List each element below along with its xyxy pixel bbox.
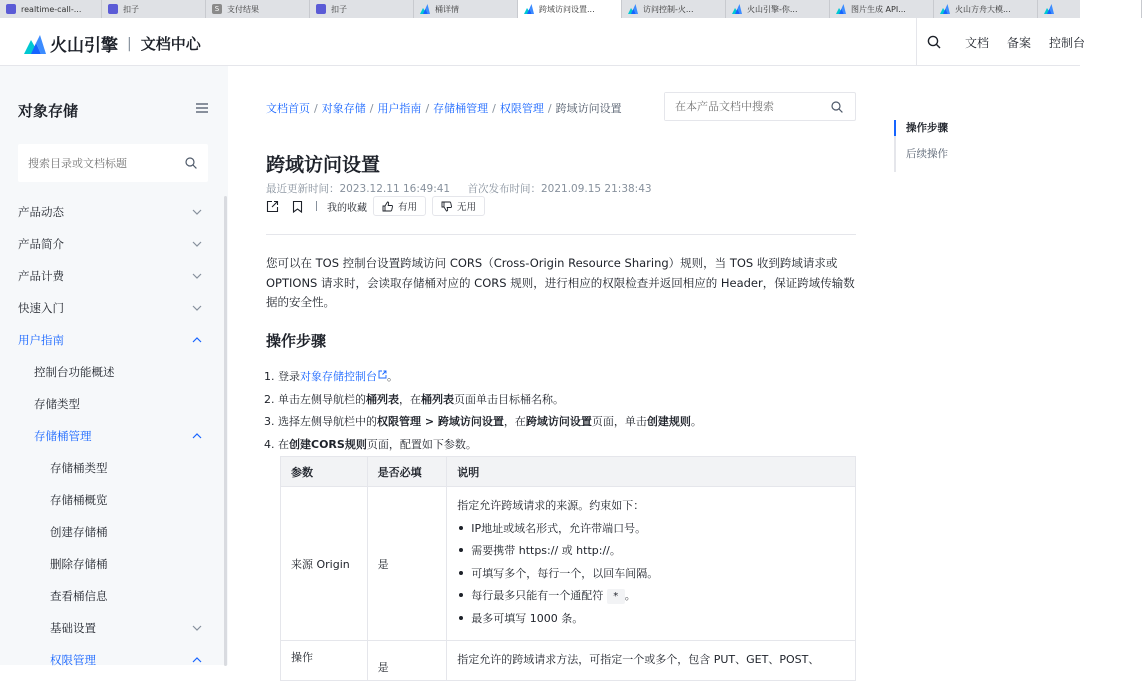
sidebar-item-label: 删除存储桶	[50, 557, 108, 571]
step-text: 页面单击目标桶名称。	[454, 392, 564, 406]
chevron-up-icon[interactable]	[192, 336, 202, 344]
steps-heading: 操作步骤	[266, 332, 327, 350]
bullet-text: IP地址或域名形式，允许带端口号。	[471, 521, 647, 535]
bullet-dot	[459, 548, 463, 552]
top-header	[0, 18, 1086, 66]
browser-tab[interactable]	[206, 0, 310, 18]
browser-tab[interactable]	[622, 0, 726, 18]
tab-label: 跨域访问设置...	[539, 4, 595, 14]
useless-button[interactable]	[432, 196, 485, 216]
doc-search	[664, 92, 856, 121]
sidebar-item[interactable]	[0, 420, 228, 452]
title-divider	[266, 234, 856, 235]
sidebar-item[interactable]	[0, 356, 228, 388]
param-cell: 来源 Origin	[281, 487, 368, 641]
breadcrumb-link[interactable]: 权限管理	[499, 102, 544, 115]
page-title: 跨域访问设置	[266, 154, 381, 176]
step-item	[264, 434, 864, 457]
bullet-dot	[459, 526, 463, 530]
breadcrumb	[266, 100, 622, 116]
step-number: 1.	[264, 370, 275, 383]
bullet-text: 。	[624, 589, 636, 603]
step-text: 页面，单击	[591, 415, 647, 428]
browser-tab[interactable]	[310, 0, 414, 18]
sidebar-item[interactable]	[0, 580, 228, 612]
useless-label: 无用	[457, 202, 477, 213]
volcano-icon	[732, 4, 742, 14]
bullet-text: 可填写多个，每行一个，以回车间隔。	[471, 566, 659, 580]
brand-divider: |	[127, 35, 132, 52]
breadcrumb-link[interactable]: 用户指南	[377, 102, 422, 115]
sidebar-item-label: 产品简介	[18, 237, 64, 251]
col-header-desc: 说明	[447, 457, 856, 487]
search-icon[interactable]	[927, 35, 941, 49]
step-text: ，在	[503, 415, 526, 428]
logo[interactable]	[24, 31, 201, 56]
volcano-icon	[1044, 4, 1054, 14]
volcano-icon	[940, 4, 950, 14]
sidebar-item[interactable]	[0, 196, 228, 228]
sidebar-item-label: 存储桶概览	[50, 493, 108, 507]
toc-item-next[interactable]: 后续操作	[906, 148, 948, 160]
useful-button[interactable]	[373, 196, 426, 216]
article-meta	[266, 181, 652, 196]
breadcrumb-separator: /	[547, 102, 552, 115]
sidebar-item-label: 创建存储桶	[50, 525, 108, 539]
desc-bullet	[457, 518, 855, 541]
thumbs-up-icon	[382, 201, 393, 212]
table-header-row	[281, 457, 856, 487]
breadcrumb-separator: /	[425, 102, 430, 115]
sidebar-item-label: 产品计费	[18, 269, 64, 283]
search-icon[interactable]	[185, 157, 197, 169]
external-link-icon	[378, 370, 387, 379]
sidebar-item[interactable]	[0, 324, 228, 356]
chevron-down-icon[interactable]	[192, 208, 202, 216]
step-number: 3.	[264, 415, 275, 428]
sidebar-item-label: 用户指南	[18, 333, 64, 347]
browser-tab[interactable]	[830, 0, 934, 18]
tab-label: 访问控制-火...	[643, 4, 694, 14]
doc-center-title: 文档中心	[140, 35, 201, 53]
step-number: 4.	[264, 437, 275, 451]
article-actions	[266, 196, 491, 216]
sidebar-item[interactable]	[0, 516, 228, 548]
sidebar-item-label: 存储桶类型	[50, 461, 108, 475]
sidebar-search	[18, 144, 208, 182]
sidebar-item-label: 权限管理	[50, 653, 96, 667]
sidebar	[0, 66, 228, 665]
sidebar-item-label: 存储类型	[34, 397, 80, 411]
breadcrumb-current: 跨域访问设置	[555, 102, 622, 115]
wildcard-code: *	[607, 589, 625, 604]
tab-app-icon	[6, 4, 16, 14]
brand-name: 火山引擎	[50, 36, 118, 56]
tab-label: 扣子	[331, 4, 347, 14]
published-time: 首次发布时间：2021.09.15 21:38:43	[467, 183, 652, 195]
chevron-down-icon[interactable]	[192, 272, 202, 280]
browser-tab[interactable]	[0, 0, 102, 18]
breadcrumb-separator: /	[314, 102, 318, 115]
volcano-icon	[836, 4, 846, 14]
nav-docs[interactable]: 文档	[965, 35, 990, 50]
tab-label: realtime-call-...	[21, 4, 82, 14]
nav-filing[interactable]: 备案	[1007, 35, 1032, 50]
chevron-down-icon[interactable]	[192, 304, 202, 312]
sidebar-item[interactable]	[0, 292, 228, 324]
step-bold: 创建规则	[646, 415, 691, 428]
updated-time: 最近更新时间：2023.12.11 16:49:41	[266, 183, 451, 195]
tab-label: 支付结果	[227, 4, 259, 14]
sidebar-item-label: 存储桶管理	[34, 429, 92, 443]
sidebar-item-label: 控制台功能概述	[34, 365, 115, 379]
browser-tab[interactable]	[934, 0, 1038, 18]
breadcrumb-separator: /	[492, 102, 496, 115]
tab-app-icon	[108, 4, 118, 14]
bullet-text: 最多可填写 1000 条。	[471, 611, 584, 625]
desc-intro: 指定允许跨域请求的来源。约束如下：	[457, 499, 645, 512]
step-number: 2.	[264, 392, 275, 406]
desc-bullet	[457, 563, 855, 586]
breadcrumb-link[interactable]: 对象存储	[321, 102, 366, 115]
sidebar-item[interactable]	[0, 612, 228, 644]
thumbs-down-icon	[441, 201, 452, 212]
step-item	[264, 366, 864, 389]
step-text: 登录	[278, 370, 300, 383]
step-text: 在	[278, 437, 289, 451]
doc-search-input[interactable]	[665, 93, 825, 120]
tab-label: 火山引擎-你...	[747, 4, 798, 14]
browser-tab[interactable]	[518, 0, 622, 18]
sidebar-search-input[interactable]	[18, 144, 168, 182]
console-link[interactable]: 对象存储控制台	[300, 370, 377, 383]
breadcrumb-link[interactable]: 文档首页	[266, 102, 310, 115]
tab-label: 扣子	[123, 4, 139, 14]
browser-tab[interactable]	[102, 0, 206, 18]
step-bold: 桶列表	[421, 392, 454, 406]
volcano-icon	[628, 4, 638, 14]
sidebar-item-label: 查看桶信息	[50, 589, 108, 603]
step-bold: 桶列表	[366, 392, 399, 406]
breadcrumb-separator: /	[369, 102, 374, 115]
desc-bullet	[457, 540, 855, 563]
step-text: 。	[387, 370, 398, 383]
desc-bullet	[457, 585, 855, 608]
params-table	[280, 456, 856, 681]
desc-intro: 指定允许的跨域请求方法，可指定一个或多个，包含 PUT、GET、POST、	[457, 653, 820, 666]
action-divider	[316, 201, 317, 211]
tab-label: 桶详情	[435, 4, 459, 14]
table-row	[281, 641, 856, 681]
desc-cell	[447, 641, 856, 681]
sidebar-item-label: 基础设置	[50, 621, 96, 635]
chevron-up-icon[interactable]	[192, 656, 202, 664]
menu-icon[interactable]	[196, 103, 208, 113]
step-text: ，在	[399, 392, 421, 406]
sidebar-item[interactable]	[0, 260, 228, 292]
step-bold: 创建CORS规则	[289, 437, 367, 451]
share-icon[interactable]	[266, 200, 279, 213]
sidebar-item-label: 产品动态	[18, 205, 64, 219]
sidebar-item[interactable]	[0, 228, 228, 260]
step-text: 页面，配置如下参数。	[366, 437, 477, 451]
sidebar-title: 对象存储	[18, 102, 79, 120]
desc-cell	[447, 487, 856, 641]
browser-tab[interactable]	[726, 0, 830, 18]
tab-label: 图片生成 API...	[851, 4, 906, 14]
chevron-down-icon[interactable]	[192, 240, 202, 248]
toc-item-steps[interactable]: 操作步骤	[906, 122, 948, 134]
sidebar-menu	[0, 196, 228, 676]
tab-label: 火山方舟大模...	[955, 4, 1011, 14]
param-cell: 操作	[281, 641, 368, 681]
sidebar-item[interactable]	[0, 484, 228, 516]
bookmark-icon[interactable]	[291, 200, 304, 213]
chevron-down-icon[interactable]	[192, 624, 202, 632]
table-of-contents	[894, 120, 1074, 172]
tab-s-icon: S	[212, 4, 222, 14]
bullet-text: 每行最多只能有一个通配符	[471, 589, 604, 603]
volcano-logo-icon	[24, 34, 46, 54]
table-row	[281, 487, 856, 641]
nav-console[interactable]: 控制台	[1049, 35, 1086, 50]
breadcrumb-link[interactable]: 存储桶管理	[433, 102, 489, 115]
volcano-icon	[420, 4, 430, 14]
bullet-dot	[459, 571, 463, 575]
steps-list	[264, 366, 864, 456]
step-text: 。	[690, 415, 702, 428]
browser-tab-bar	[0, 0, 1080, 18]
browser-tab[interactable]	[1038, 0, 1142, 18]
bullet-text: 需要携带 https:// 或 http://。	[471, 544, 621, 558]
bullet-dot	[459, 593, 463, 597]
step-text: 选择左侧导航栏中的	[278, 415, 377, 428]
step-item	[264, 389, 864, 412]
tab-app-icon	[316, 4, 326, 14]
required-cell: 是	[367, 641, 447, 681]
volcano-icon	[524, 4, 534, 14]
step-item	[264, 411, 864, 434]
desc-bullet	[457, 608, 855, 631]
col-header-param: 参数	[281, 457, 368, 487]
bullet-dot	[459, 616, 463, 620]
useful-label: 有用	[398, 202, 418, 213]
intro-paragraph: 您可以在 TOS 控制台设置跨域访问 CORS（Cross-Origin Resource Sharing）规则，当 TOS 收到跨域请求或 OPTIONS 请求时，会读取存储桶对应的 CORS 规则，进行相应的权限检查并返回相应的 Header，保证跨域传输数据的安全性。	[266, 256, 855, 309]
header-nav	[916, 18, 1103, 66]
sidebar-item-label: 快速入门	[18, 301, 64, 315]
browser-tab[interactable]	[414, 0, 518, 18]
col-header-required: 是否必填	[367, 457, 447, 487]
step-text: 单击左侧导航栏的	[278, 392, 366, 406]
step-bold: 跨域访问设置	[525, 415, 592, 428]
step-bold: 权限管理 > 跨域访问设置	[377, 415, 504, 428]
sidebar-item[interactable]	[0, 452, 228, 484]
chevron-up-icon[interactable]	[192, 432, 202, 440]
sidebar-scrollbar[interactable]	[224, 196, 227, 666]
sidebar-item[interactable]	[0, 644, 228, 676]
my-favorites-link[interactable]: 我的收藏	[327, 202, 367, 214]
required-cell: 是	[367, 487, 447, 641]
search-icon[interactable]	[831, 101, 843, 113]
sidebar-item[interactable]	[0, 388, 228, 420]
sidebar-item[interactable]	[0, 548, 228, 580]
